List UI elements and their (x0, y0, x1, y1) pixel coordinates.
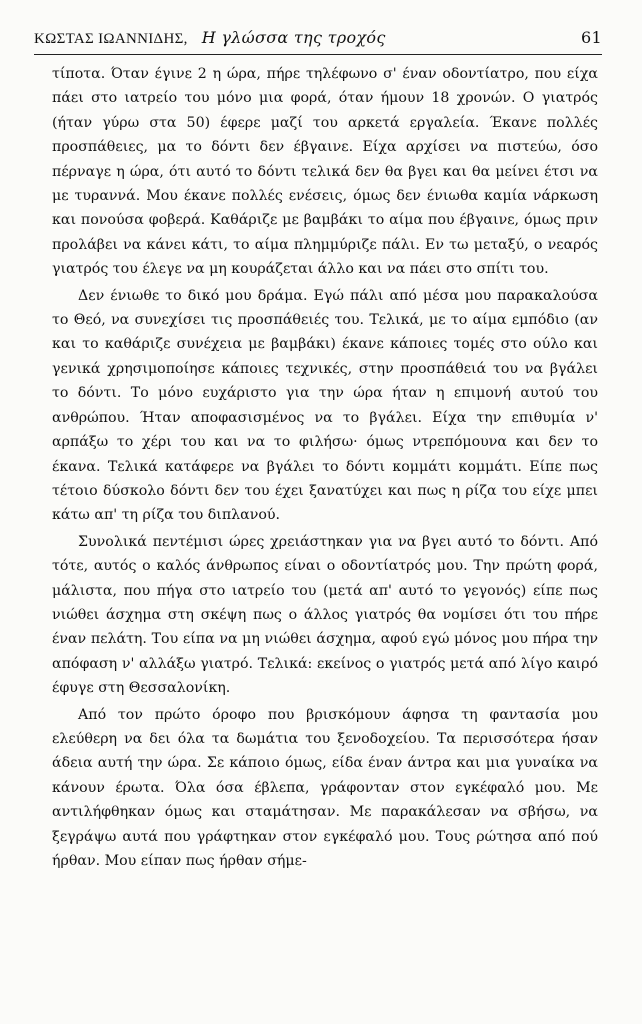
page-number: 61 (581, 28, 602, 47)
body-text (52, 62, 598, 873)
paragraph: Δεν ένιωθε το δικό μου δράμα. Εγώ πάλι από μέσα μου παρακαλούσα το Θεό, να συνεχίσει τις προσπάθειές του. Τελικά, με το αίμα εμπόδιο (αν και το καθάριζε συνέχεια με βαμβάκι) έκανε κάποιες τομές στο ούλο και γενικά χρησιμοποίησε κάποιες τεχνικές, στην προσπάθειά του να βγάλει το δόντι. Το μόνο ευχάριστο για την ώρα ήταν η επιμονή αυτού του ανθρώπου. Ήταν αποφασισμένος να το βγάλει. Είχα την επιθυμία ν' αρπάξω το χέρι του και να το φιλήσω· όμως ντρεπόμουνα και δεν το έκανα. Τελικά κατάφερε να βγάλει το δόντι κομμάτι κομμάτι. Είπε πως τέτοιο δύσκολο δόντι δεν του έχει ξανατύχει και πως η ρίζα του είχε μπει κάτω απ' τη ρίζα του διπλανού. (52, 287, 598, 524)
running-head (34, 28, 602, 55)
book-title: Η γλώσσα της τροχός (201, 28, 386, 47)
paragraph: τίποτα. Όταν έγινε 2 η ώρα, πήρε τηλέφωνο σ' έναν οδοντίατρο, που είχα πάει στο ιατρείο του μόνο μια φορά, όταν ήμουν 18 χρονών. Ο γιατρός (ήταν γύρω στα 50) έφερε μαζί του αρκετά εργαλεία. Έκανε πολλές προσπάθειες, μα το δόντι δεν έβγαινε. Είχα αρχίσει να πιστεύω, όσο πέρναγε η ώρα, ότι αυτό το δόντι τελικά δεν θα βγει και θα μείνει έτσι να με τυραννά. Μου έκανε πολλές ενέσεις, όμως δεν ένιωθα καμία νάρκωση και πονούσα φοβερά. Καθάριζε με βαμβάκι το αίμα που έβγαινε, όμως πριν προλάβει να κάνει κάτι, το αίμα πλημμύριζε πάλι. Εν τω μεταξύ, ο νεαρός γιατρός του έλεγε να μη κουράζεται άλλο και να πάει στο σπίτι του. (52, 66, 598, 278)
paragraph: Συνολικά πεντέμισι ώρες χρειάστηκαν για να βγει αυτό το δόντι. Από τότε, αυτός ο καλός άνθρωπος είναι ο οδοντίατρός μου. Την πρώτη φορά, μάλιστα, που πήγα στο ιατρείο του (μετά απ' αυτό το γεγονός) είπε πως νιώθει άσχημα στη σκέψη πως ο άλλος γιατρός θα νομίσει ότι του πήρε έναν πελάτη. Του είπα να μη νιώθει άσχημα, αφού εγώ μόνος μου πήρα την απόφαση ν' αλλάξω γιατρό. Τελικά: εκείνος ο γιατρός μετά από λίγο καιρό έφυγε στη Θεσσαλονίκη. (52, 533, 598, 697)
paragraph: Από τον πρώτο όροφο που βρισκόμουν άφησα τη φαντασία μου ελεύθερη να δει όλα τα δωμάτια του ξενοδοχείου. Τα περισσότερα ήσαν άδεια αυτή την ώρα. Σε κάποιο όμως, είδα έναν άντρα και μια γυναίκα να κάνουν έρωτα. Όλα όσα έβλεπα, γράφονταν στον εγκέφαλό μου. Με αντιλήφθηκαν όμως και σταμάτησαν. Με παρακάλεσαν να σβήσω, να ξεγράψω αυτά που γράφτηκαν στον εγκέφαλό μου. Τους ρώτησα από πού ήρθαν. Μου είπαν πως ήρθαν σήμε- (52, 706, 598, 869)
author-name: ΚΩΣΤΑΣ ΙΩΑΝΝΙΔΗΣ, (34, 31, 188, 47)
